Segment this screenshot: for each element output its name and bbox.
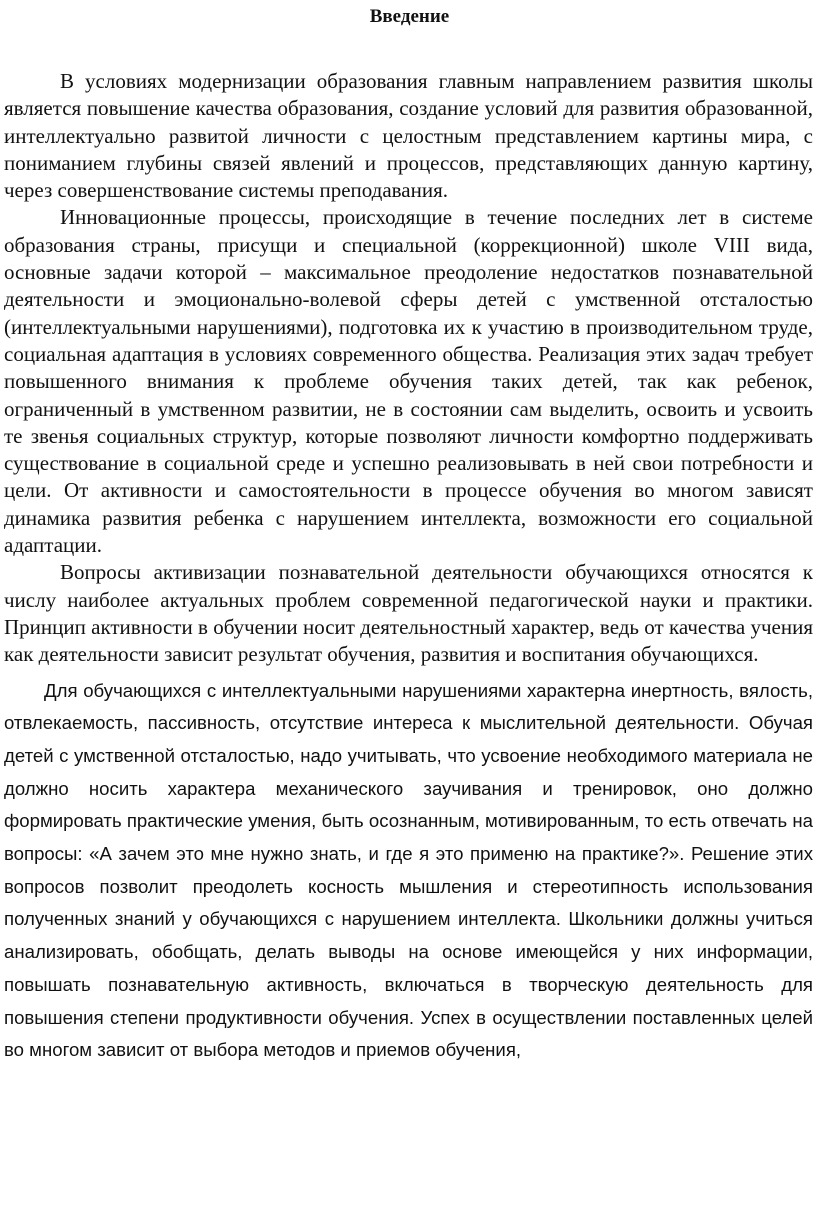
document-title: Введение [369,6,450,27]
serif-text-block [4,68,813,669]
paragraph-3: Вопросы активизации познавательной деятельности обучающихся относятся к числу наиболее актуальных проблем современной педагогической науки и практики. Принцип активности в обучении носит деятельностный характер, ведь от качества учения как деятельности зависит результат обучения, развития и воспитания обучающихся. [4,560,813,667]
paragraph-2: Инновационные процессы, происходящие в течение последних лет в системе образования страны, присущи и специальной (коррекционной) школе VIII вида, основные задачи которой – максимальное преодоление недостатков познавательной деятельности и эмоционально-волевой сферы детей с умственной отсталостью (интеллектуальными нарушениями), подготовка их к участию в производительном труде, социальная адаптация в условиях современного общества. Реализация этих задач требует повышенного внимания к проблеме обучения таких детей, так как ребенок, ограниченный в умственном развитии, не в состоянии сам выделить, освоить и усвоить те звенья социальных структур, которые позволяют личности комфортно поддерживать существование в социальной среде и успешно реализовывать в ней свои потребности и цели. От активности и самостоятельности в процессе обучения во многом зависят динамика развития ребенка с нарушением интеллекта, возможности его социальной адаптации. [4,205,813,558]
paragraph-1: В условиях модернизации образования главным направлением развития школы является повышение качества образования, создание условий для развития образованной, интеллектуально развитой личности с целостным представлением картины мира, с пониманием глубины связей явлений и процессов, представляющих данную картину, через совершенствование системы преподавания. [4,69,813,203]
sans-text-block [4,675,813,1067]
paragraph-4: Для обучающихся с интеллектуальными нарушениями характерна инертность, вялость, отвлекаемость, пассивность, отсутствие интереса к мыслительной деятельности. Обучая детей с умственной отсталостью, надо учитывать, что усвоение необходимого материала не должно носить характера механического заучивания и тренировок, оно должно формировать практические умения, быть осознанным, мотивированным, то есть отвечать на вопросы: «А зачем это мне нужно знать, и где я это применю на практике?». Решение этих вопросов позволит преодолеть косность мышления и стереотипность использования полученных знаний у обучающихся с нарушением интеллекта. Школьники должны учиться анализировать, обобщать, делать выводы на основе имеющейся у них информации, повышать познавательную активность, включаться в творческую деятельность для повышения степени продуктивности обучения. Успех в осуществлении поставленных целей во многом зависит от выбора методов и приемов обучения, [4,679,813,1061]
